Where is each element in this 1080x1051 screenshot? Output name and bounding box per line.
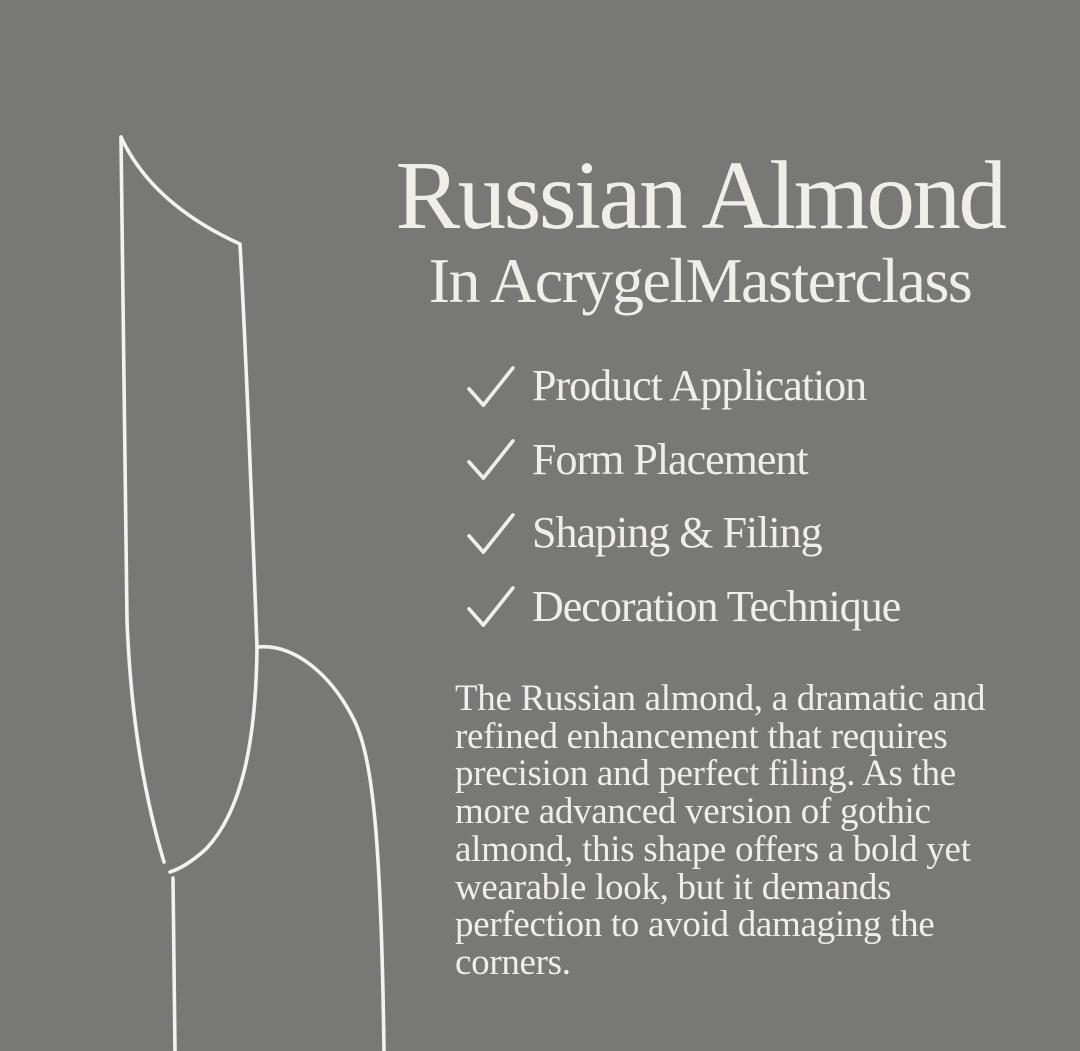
page-title: Russian Almond bbox=[395, 142, 1005, 249]
check-icon bbox=[466, 438, 516, 480]
finger-right-outline bbox=[257, 647, 384, 1051]
feature-checklist bbox=[466, 349, 900, 643]
paragraph-line: more advanced version of gothic bbox=[455, 791, 931, 833]
paragraph-line: corners. bbox=[455, 941, 571, 983]
paragraph-line: precision and perfect filing. As the bbox=[455, 753, 956, 795]
paragraph-line: wearable look, but it demands bbox=[455, 866, 892, 908]
checklist-item-label: Form Placement bbox=[532, 434, 808, 484]
checklist-item bbox=[466, 570, 900, 644]
check-icon bbox=[466, 512, 516, 554]
page-subtitle: In AcrygelMasterclass bbox=[428, 245, 972, 316]
paragraph-line: refined enhancement that requires bbox=[455, 715, 948, 757]
paragraph-line: perfection to avoid damaging the bbox=[455, 904, 935, 946]
checklist-item-label: Decoration Technique bbox=[532, 581, 901, 631]
nail-left-edge-line bbox=[121, 137, 164, 862]
paragraph-line: The Russian almond, a dramatic and bbox=[455, 678, 986, 719]
description-paragraph bbox=[455, 680, 985, 982]
check-icon bbox=[466, 365, 516, 407]
checklist-item bbox=[466, 496, 900, 570]
paragraph-line: almond, this shape offers a bold yet bbox=[455, 828, 971, 870]
checklist-item bbox=[466, 349, 900, 423]
finger-left-outline bbox=[173, 878, 175, 1051]
checklist-item bbox=[466, 423, 900, 497]
check-icon bbox=[466, 585, 516, 627]
checklist-item-label: Product Application bbox=[532, 361, 867, 411]
checklist-item-label: Shaping & Filing bbox=[532, 508, 822, 558]
